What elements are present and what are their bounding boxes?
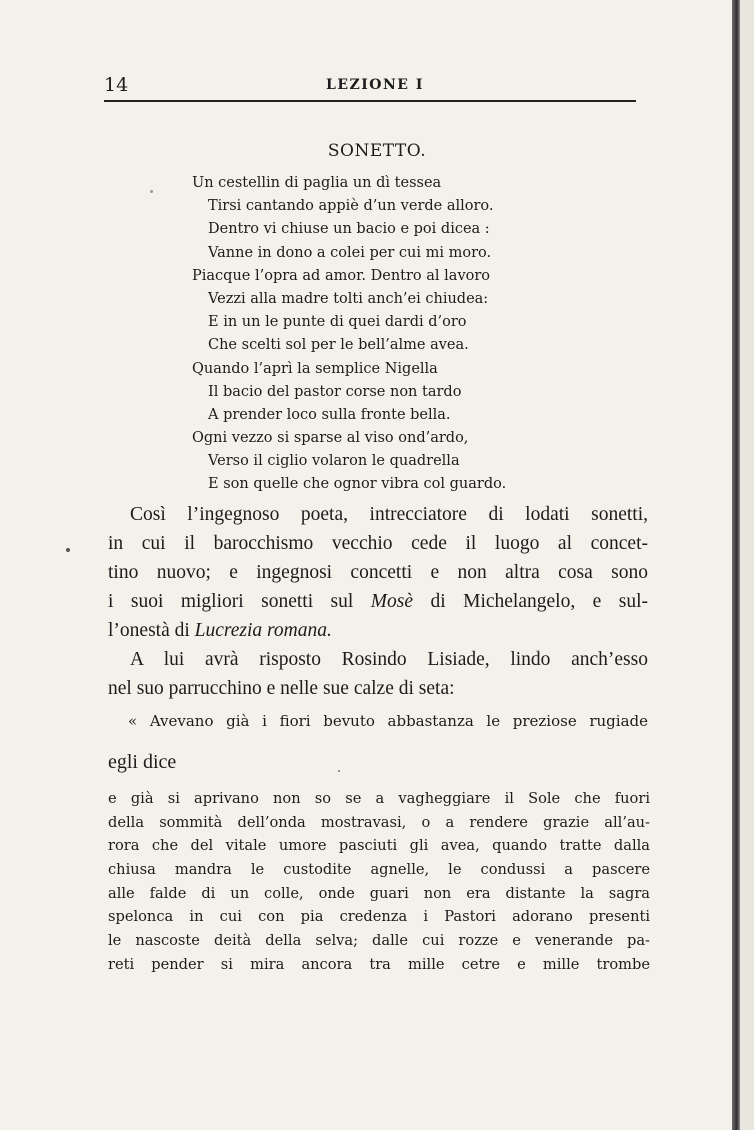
quote-line: reti pender si mira ancora tra mille cetre e mille trombe [108,955,650,973]
running-head: LEZIONE I [326,77,424,93]
sonnet-verse: Il bacio del pastor corse non tardo [208,383,462,400]
sonnet-verse: Verso il ciglio volaron le quadrella [208,453,460,470]
paper-speck [66,548,70,552]
sonnet-verse: Vezzi alla madre tolti anch’ei chiudea: [208,290,489,307]
sonnet-title: SONETTO. [327,141,427,161]
sonnet-verse: E in un le punte di quei dardi d’oro [208,314,467,331]
italic-title: Lucrezia romana. [194,620,332,641]
text-span: l’onestà di [108,620,195,641]
text-line: nel suo parrucchino e nelle sue calze di seta: [108,678,455,699]
text-line: in cui il barocchismo vecchio cede il luogo al concet- [108,533,648,554]
sonnet-verse: Un cestellin di paglia un dì tessea [192,175,442,191]
sonnet-verse: Piacque l’opra ad amor. Dentro al lavoro [192,267,491,284]
sonnet-verse: Tirsi cantando appiè d’un verde alloro. [208,198,494,215]
sonnet-verse: A prender loco sulla fronte bella. [208,406,451,423]
paper-speck [150,190,153,193]
text-span: i suoi migliori sonetti sul [108,591,371,612]
quote-line: rora che del vitale umore pasciuti gli avea, quando tratte dalla [108,837,650,855]
page-binding-edge [732,0,740,1130]
quote-opening-line: « Avevano già i fiori bevuto abbastanza le preziose rugiade [128,712,648,730]
text-line: A lui avrà risposto Rosindo Lisiade, lindo anch’esso [130,649,648,670]
sonnet-verse: Quando l’aprì la semplice Nigella [192,360,438,377]
paragraph-commentary [108,500,648,645]
quote-body [108,787,650,977]
text-line: Così l’ingegnoso poeta, intrecciatore di lodati sonetti, [130,504,648,525]
text-line: tino nuovo; e ingegnosi concetti e non altra cosa sono [108,562,648,583]
sonnet [190,172,610,497]
text-span: di Michelangelo, e sul- [413,591,648,612]
quote-line: spelonca in cui con pia credenza i Pastori adorano presenti [108,908,650,926]
sonnet-verse: E son quelle che ognor vibra col guardo. [208,476,507,493]
sonnet-verse: Che scelti sol per le bell’alme avea. [208,337,469,354]
italic-title: Mosè [370,591,414,612]
page-header [104,74,636,102]
quote-line: alle falde di un colle, onde guari non era distante la sagra [108,884,650,902]
quote-line: della sommità dell’onda mostravasi, o a rendere grazie all’au- [108,813,650,831]
sonnet-verse: Vanne in dono a colei per cui mi moro. [208,244,492,261]
quote-line: chiusa mandra le custodite agnelle, le condussi a pascere [108,861,650,879]
sonnet-verse: Ogni vezzo si sparse al viso ond’ardo, [192,430,469,447]
quote-line: le nascoste deità della selva; dalle cui rozze e venerande pa- [108,932,650,950]
sonnet-verse: Dentro vi chiuse un bacio e poi dicea : [208,221,490,238]
page-number: 14 [104,74,129,96]
text-line [108,616,648,645]
paragraph-response [108,645,648,703]
quote-aside: egli dice [108,751,177,773]
page-margin-right [740,0,754,1130]
text-line [108,587,648,616]
header-rule [104,100,636,102]
paper-speck [338,770,340,772]
quote-line: e già si aprivano non so se a vagheggiare il Sole che fuori [108,790,650,807]
